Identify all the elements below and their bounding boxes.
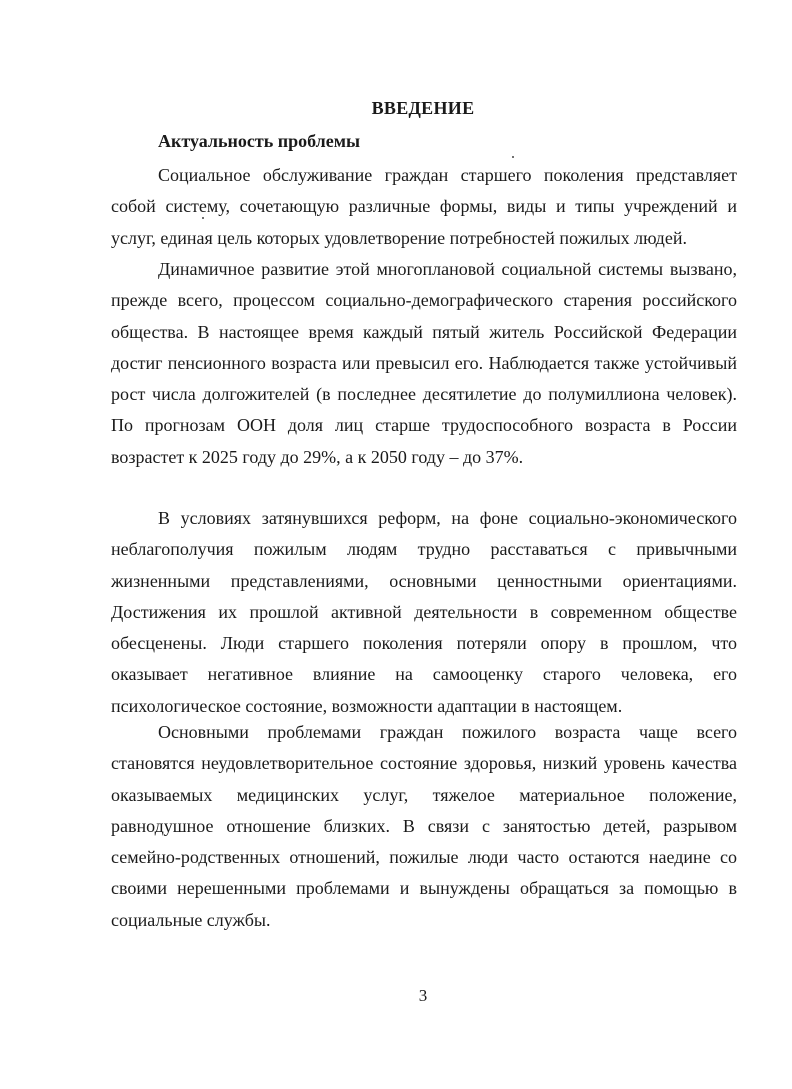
paragraph-2: Динамичное развитие этой многоплановой социальной системы вызвано, прежде всего, процессом социально-демографического старения российского общества. В настоящее время каждый пятый житель Российской Федерации достиг пенсионного возраста или превысил его. Наблюдается также устойчивый рост числа долгожителей (в последнее десятилетие до полумиллиона человек). По прогнозам ООН доля лиц старше трудоспособного возраста в России возрастет к 2025 году до 29%, а к 2050 году – до 37%. bbox=[111, 259, 737, 467]
paragraph-4: Основными проблемами граждан пожилого возраста чаще всего становятся неудовлетворительное состояние здоровья, низкий уровень качества оказываемых медицинских услуг, тяжелое материальное положение, равнодушное отношение близких. В связи с занятостью детей, разрывом семейно-родственных отношений, пожилые люди часто остаются наедине со своими нерешенными проблемами и вынуждены обращаться за помощью в социальные службы. bbox=[111, 722, 737, 930]
paragraph-1-block bbox=[111, 160, 737, 254]
paragraph-4-block bbox=[111, 717, 737, 936]
section-subheading: Актуальность проблемы bbox=[158, 131, 361, 151]
paragraph-3: В условиях затянувшихся реформ, на фоне социально-экономического неблагополучия пожилым людям трудно расставаться с привычными жизненными представлениями, основными ценностными ориентациями. Достижения их прошлой активной деятельности в современном обществе обесценены. Люди старшего поколения потеряли опору в прошлом, что оказывает негативное влияние на самооценку старого человека, его психологическое состояние, возможности адаптации в настоящем. bbox=[111, 508, 737, 716]
page-number: 3 bbox=[418, 986, 428, 1005]
page-title: ВВЕДЕНИЕ bbox=[371, 98, 475, 118]
paragraph-2-block bbox=[111, 254, 737, 473]
paragraph-1: Социальное обслуживание граждан старшего поколения представляет собой систему, сочетающую различные формы, виды и типы учреждений и услуг, единая цель которых удовлетворение потребностей пожилых людей. bbox=[111, 165, 737, 248]
scan-speck bbox=[512, 156, 514, 158]
paragraph-3-block bbox=[111, 503, 737, 722]
scan-speck bbox=[202, 217, 204, 219]
